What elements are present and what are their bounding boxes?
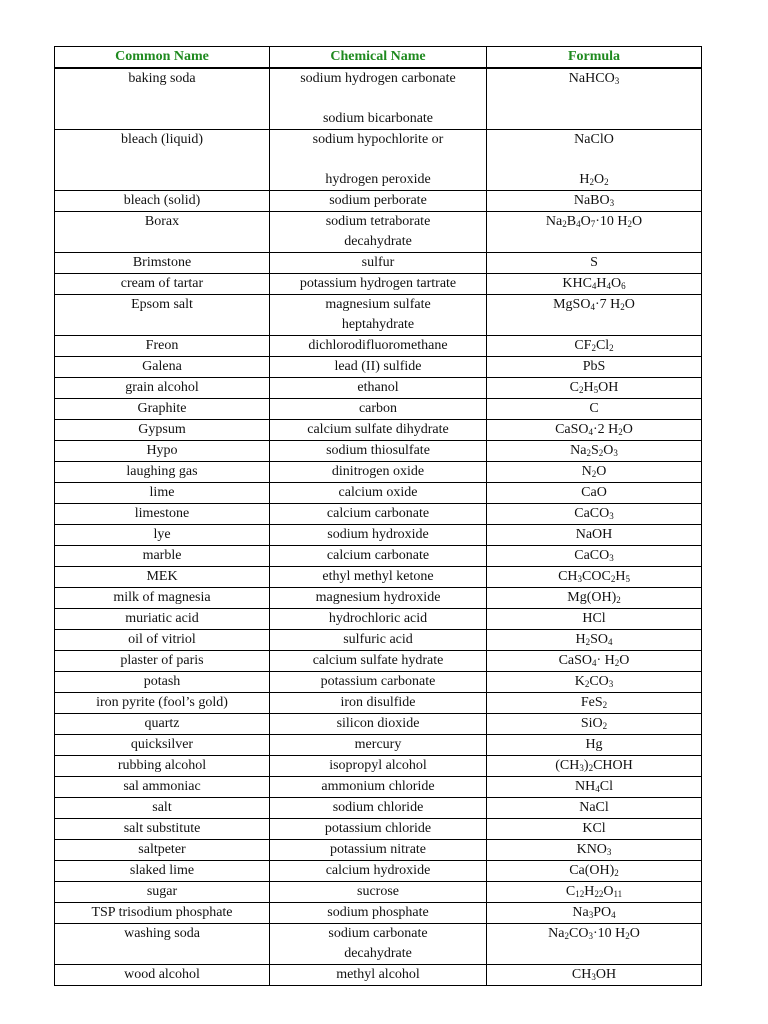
- formula-cell: [487, 693, 702, 714]
- cell-line: S: [590, 255, 598, 270]
- formula-cell: [487, 68, 702, 130]
- common-name-cell: [55, 212, 270, 253]
- cell-line: $Na_2S_2O_3$: [570, 443, 618, 458]
- formula-cell: [487, 651, 702, 672]
- common-name-cell: [55, 420, 270, 441]
- cell-line: potassium chloride: [324, 821, 432, 836]
- cell-line: sal ammoniac: [123, 779, 201, 794]
- cell-line: sodium carbonate: [328, 926, 428, 941]
- cell-line: bleach (liquid): [120, 132, 204, 147]
- cell-line: MEK: [146, 569, 178, 584]
- formula-cell: [487, 882, 702, 903]
- cell-line: MgSO$_4$·7 $H_2O$: [553, 297, 635, 312]
- common-name-cell: [55, 714, 270, 735]
- cell-line: TSP trisodium phosphate: [91, 905, 233, 920]
- cell-line: quartz: [144, 716, 180, 731]
- formula-cell: [487, 672, 702, 693]
- formula-cell: [487, 525, 702, 546]
- chemical-name-cell: [270, 924, 487, 965]
- chemical-name-cell: [270, 756, 487, 777]
- cell-line: mercury: [354, 737, 402, 752]
- cell-line: ethyl methyl ketone: [322, 569, 434, 584]
- chemical-name-cell: [270, 798, 487, 819]
- table-row: [55, 861, 702, 882]
- common-name-cell: [55, 567, 270, 588]
- table-row: [55, 735, 702, 756]
- cell-line: Hypo: [146, 443, 178, 458]
- cell-line: ethanol: [357, 380, 399, 395]
- common-name-cell: [55, 525, 270, 546]
- cell-line: oil of vitriol: [128, 632, 196, 647]
- common-name-cell: [55, 672, 270, 693]
- cell-line: NaClO: [574, 132, 614, 147]
- cell-line: calcium carbonate: [326, 548, 430, 563]
- formula-cell: [487, 798, 702, 819]
- cell-line: sulfuric acid: [343, 632, 413, 647]
- cell-line: saltpeter: [138, 842, 186, 857]
- chemical-name-cell: [270, 651, 487, 672]
- chemical-name-cell: [270, 399, 487, 420]
- common-name-cell: [55, 253, 270, 274]
- chemical-name-cell: [270, 68, 487, 130]
- table-row: [55, 777, 702, 798]
- formula-cell: [487, 630, 702, 651]
- formula-cell: [487, 295, 702, 336]
- cell-line: limestone: [134, 506, 190, 521]
- chemical-name-cell: [270, 840, 487, 861]
- cell-line: C: [589, 401, 599, 416]
- table-row: [55, 441, 702, 462]
- common-name-cell: [55, 798, 270, 819]
- chemical-name-cell: [270, 903, 487, 924]
- cell-line: $CH_3COC_2H_5$: [558, 569, 630, 584]
- table-row: [55, 336, 702, 357]
- formula-cell: [487, 735, 702, 756]
- formula-cell: [487, 399, 702, 420]
- common-name-cell: [55, 399, 270, 420]
- common-name-cell: [55, 274, 270, 295]
- common-name-cell: [55, 378, 270, 399]
- cell-line: salt substitute: [123, 821, 201, 836]
- chemical-name-cell: [270, 378, 487, 399]
- table-row: [55, 130, 702, 191]
- cell-line: potassium nitrate: [329, 842, 427, 857]
- chemical-name-cell: [270, 567, 487, 588]
- cell-line: $H_2O_2$: [579, 172, 609, 187]
- cell-line: lead (II) sulfide: [334, 359, 422, 374]
- formula-cell: [487, 588, 702, 609]
- table-row: [55, 525, 702, 546]
- cell-line: $Ca(OH)_2$: [569, 863, 619, 878]
- cell-line: sodium chloride: [332, 800, 424, 815]
- cell-line: Brimstone: [132, 255, 192, 270]
- cell-line: sodium tetraborate: [325, 214, 431, 229]
- common-name-cell: [55, 924, 270, 965]
- cell-line: sugar: [146, 884, 178, 899]
- formula-cell: [487, 965, 702, 986]
- chemical-name-cell: [270, 212, 487, 253]
- cell-line: sodium phosphate: [327, 905, 429, 920]
- cell-line: laughing gas: [126, 464, 198, 479]
- table-row: [55, 819, 702, 840]
- cell-line: decahydrate: [344, 946, 412, 961]
- formula-cell: [487, 378, 702, 399]
- cell-line: calcium hydroxide: [325, 863, 431, 878]
- chemical-names-table: [54, 46, 702, 986]
- table-row: [55, 504, 702, 525]
- table-row: [55, 651, 702, 672]
- cell-line: [272, 150, 484, 170]
- common-name-cell: [55, 651, 270, 672]
- cell-line: $N_2O$: [581, 464, 607, 479]
- cell-line: $Na_3PO_4$: [572, 905, 616, 920]
- cell-line: NaHCO$_3$: [568, 71, 620, 86]
- cell-line: calcium oxide: [338, 485, 418, 500]
- cell-line: washing soda: [124, 926, 200, 941]
- chemical-name-cell: [270, 336, 487, 357]
- formula-cell: [487, 609, 702, 630]
- header-row: [55, 47, 702, 69]
- chemical-name-cell: [270, 253, 487, 274]
- chemical-name-cell: [270, 819, 487, 840]
- formula-cell: [487, 777, 702, 798]
- table-row: [55, 924, 702, 965]
- cell-line: quicksilver: [130, 737, 194, 752]
- formula-cell: [487, 756, 702, 777]
- cell-line: $C_{12}H_{22}O_{11}$: [565, 884, 623, 899]
- cell-line: NaOH: [575, 527, 613, 542]
- formula-cell: [487, 274, 702, 295]
- chemical-name-cell: [270, 191, 487, 212]
- cell-line: calcium carbonate: [326, 506, 430, 521]
- header-chemical-name: Chemical Name: [270, 47, 487, 69]
- formula-cell: [487, 441, 702, 462]
- table-row: [55, 756, 702, 777]
- cell-line: isopropyl alcohol: [329, 758, 427, 773]
- cell-line: sodium hydrogen carbonate: [300, 71, 456, 86]
- cell-line: sodium bicarbonate: [322, 111, 434, 126]
- chemical-name-cell: [270, 295, 487, 336]
- cell-line: carbon: [358, 401, 398, 416]
- common-name-cell: [55, 462, 270, 483]
- chemical-name-cell: [270, 882, 487, 903]
- cell-line: muriatic acid: [125, 611, 199, 626]
- chemical-name-cell: [270, 546, 487, 567]
- cell-line: sucrose: [357, 884, 399, 899]
- cell-line: FeS$_2$: [580, 695, 608, 710]
- common-name-cell: [55, 882, 270, 903]
- chemical-name-cell: [270, 693, 487, 714]
- cell-line: marble: [142, 548, 182, 563]
- table-row: [55, 295, 702, 336]
- table-row: [55, 630, 702, 651]
- cell-line: sulfur: [361, 255, 395, 270]
- formula-cell: [487, 819, 702, 840]
- header-formula: Formula: [487, 47, 702, 69]
- common-name-cell: [55, 588, 270, 609]
- table-row: [55, 357, 702, 378]
- table-row: [55, 588, 702, 609]
- cell-line: cream of tartar: [120, 276, 204, 291]
- cell-line: CaSO$_4$· $H_2O$: [558, 653, 630, 668]
- formula-cell: [487, 191, 702, 212]
- cell-line: CaO: [581, 485, 607, 500]
- cell-line: milk of magnesia: [113, 590, 211, 605]
- common-name-cell: [55, 903, 270, 924]
- cell-line: baking soda: [128, 71, 196, 86]
- table-row: [55, 212, 702, 253]
- common-name-cell: [55, 861, 270, 882]
- formula-cell: [487, 462, 702, 483]
- common-name-cell: [55, 840, 270, 861]
- cell-line: Graphite: [137, 401, 187, 416]
- common-name-cell: [55, 357, 270, 378]
- formula-cell: [487, 546, 702, 567]
- common-name-cell: [55, 819, 270, 840]
- table-row: [55, 191, 702, 212]
- common-name-cell: [55, 756, 270, 777]
- common-name-cell: [55, 191, 270, 212]
- common-name-cell: [55, 546, 270, 567]
- formula-cell: [487, 130, 702, 191]
- chemical-name-cell: [270, 441, 487, 462]
- table-row: [55, 253, 702, 274]
- chemical-name-cell: [270, 483, 487, 504]
- cell-line: CaCO$_3$: [574, 506, 614, 521]
- chemical-name-cell: [270, 504, 487, 525]
- cell-line: CaCO$_3$: [574, 548, 614, 563]
- cell-line: $NH_4Cl$: [575, 779, 613, 794]
- table-row: [55, 546, 702, 567]
- cell-line: $KHC_4H_4O_6$: [562, 276, 626, 291]
- cell-line: iron disulfide: [340, 695, 416, 710]
- table-row: [55, 68, 702, 130]
- common-name-cell: [55, 130, 270, 191]
- formula-cell: [487, 420, 702, 441]
- chemical-name-cell: [270, 274, 487, 295]
- formula-cell: [487, 924, 702, 965]
- cell-line: hydrochloric acid: [328, 611, 428, 626]
- cell-line: heptahydrate: [341, 317, 415, 332]
- cell-line: iron pyrite (fool’s gold): [96, 695, 228, 710]
- formula-cell: [487, 861, 702, 882]
- cell-line: silicon dioxide: [336, 716, 420, 731]
- cell-line: sodium thiosulfate: [326, 443, 430, 458]
- chemical-name-cell: [270, 588, 487, 609]
- cell-line: Galena: [142, 359, 182, 374]
- table-row: [55, 609, 702, 630]
- cell-line: potassium hydrogen tartrate: [299, 276, 457, 291]
- cell-line: sodium perborate: [329, 193, 427, 208]
- formula-cell: [487, 714, 702, 735]
- cell-line: magnesium hydroxide: [315, 590, 441, 605]
- formula-cell: [487, 336, 702, 357]
- cell-line: calcium sulfate hydrate: [312, 653, 444, 668]
- cell-line: Gypsum: [138, 422, 186, 437]
- common-name-cell: [55, 504, 270, 525]
- common-name-cell: [55, 693, 270, 714]
- chemical-name-cell: [270, 357, 487, 378]
- cell-line: $H_2SO_4$: [575, 632, 613, 647]
- chemical-name-cell: [270, 714, 487, 735]
- cell-line: salt: [152, 800, 172, 815]
- cell-line: HCl: [582, 611, 606, 626]
- chemical-name-cell: [270, 420, 487, 441]
- common-name-cell: [55, 965, 270, 986]
- table-row: [55, 693, 702, 714]
- cell-line: [489, 150, 699, 170]
- cell-line: magnesium sulfate: [325, 297, 431, 312]
- chemical-name-cell: [270, 462, 487, 483]
- table-row: [55, 672, 702, 693]
- cell-line: decahydrate: [344, 234, 412, 249]
- chemical-name-cell: [270, 861, 487, 882]
- cell-line: $Na_2CO_3\cdot 10$ $H_2O$: [548, 926, 640, 941]
- cell-line: $C_2H_5OH$: [569, 380, 619, 395]
- cell-line: dinitrogen oxide: [331, 464, 425, 479]
- common-name-cell: [55, 68, 270, 130]
- common-name-cell: [55, 630, 270, 651]
- cell-line: potassium carbonate: [320, 674, 436, 689]
- common-name-cell: [55, 295, 270, 336]
- cell-line: Borax: [144, 214, 180, 229]
- formula-cell: [487, 567, 702, 588]
- cell-line: CaSO$_4$·2 $H_2O$: [555, 422, 633, 437]
- cell-line: KCl: [582, 821, 606, 836]
- cell-line: wood alcohol: [124, 967, 200, 982]
- table-row: [55, 714, 702, 735]
- table-row: [55, 483, 702, 504]
- formula-cell: [487, 504, 702, 525]
- cell-line: sodium hydroxide: [327, 527, 429, 542]
- formula-cell: [487, 357, 702, 378]
- table-row: [55, 274, 702, 295]
- table-row: [55, 965, 702, 986]
- chemical-name-cell: [270, 630, 487, 651]
- cell-line: PbS: [582, 359, 606, 374]
- formula-cell: [487, 903, 702, 924]
- common-name-cell: [55, 609, 270, 630]
- cell-line: rubbing alcohol: [117, 758, 207, 773]
- cell-line: bleach (solid): [123, 193, 201, 208]
- formula-cell: [487, 840, 702, 861]
- cell-line: $K_2CO_3$: [574, 674, 614, 689]
- cell-line: potash: [143, 674, 181, 689]
- cell-line: dichlorodifluoromethane: [308, 338, 448, 353]
- cell-line: Freon: [145, 338, 179, 353]
- cell-line: grain alcohol: [125, 380, 199, 395]
- table-row: [55, 903, 702, 924]
- cell-line: slaked lime: [129, 863, 195, 878]
- table-row: [55, 378, 702, 399]
- cell-line: lime: [149, 485, 175, 500]
- chemical-name-cell: [270, 777, 487, 798]
- table-row: [55, 399, 702, 420]
- table-row: [55, 567, 702, 588]
- cell-line: $Mg(OH)_2$: [567, 590, 621, 605]
- cell-line: ammonium chloride: [321, 779, 435, 794]
- table-row: [55, 798, 702, 819]
- common-name-cell: [55, 441, 270, 462]
- cell-line: hydrogen peroxide: [325, 172, 431, 187]
- chemical-name-cell: [270, 735, 487, 756]
- cell-line: SiO$_2$: [580, 716, 608, 731]
- cell-line: Hg: [585, 737, 603, 752]
- chemical-name-cell: [270, 525, 487, 546]
- table-body: [55, 68, 702, 986]
- cell-line: NaBO$_3$: [573, 193, 615, 208]
- cell-line: sodium hypochlorite or: [312, 132, 444, 147]
- table-row: [55, 420, 702, 441]
- cell-line: plaster of paris: [120, 653, 204, 668]
- cell-line: calcium sulfate dihydrate: [307, 422, 449, 437]
- chemical-name-cell: [270, 672, 487, 693]
- formula-cell: [487, 212, 702, 253]
- table-row: [55, 462, 702, 483]
- cell-line: methyl alcohol: [336, 967, 420, 982]
- chemical-name-cell: [270, 130, 487, 191]
- formula-cell: [487, 483, 702, 504]
- chemical-name-cell: [270, 609, 487, 630]
- cell-line: lye: [153, 527, 171, 542]
- cell-line: $CH_3OH$: [571, 967, 617, 982]
- formula-cell: [487, 253, 702, 274]
- common-name-cell: [55, 777, 270, 798]
- common-name-cell: [55, 735, 270, 756]
- cell-line: $CF_2Cl_2$: [574, 338, 614, 353]
- common-name-cell: [55, 483, 270, 504]
- chemical-name-cell: [270, 965, 487, 986]
- cell-line: $KNO_3$: [576, 842, 612, 857]
- cell-line: $(CH_3)_2CHOH$: [555, 758, 633, 773]
- table-row: [55, 840, 702, 861]
- common-name-cell: [55, 336, 270, 357]
- header-common-name: Common Name: [55, 47, 270, 69]
- cell-line: Epsom salt: [131, 297, 193, 312]
- cell-line: NaCl: [579, 800, 609, 815]
- cell-line: [272, 89, 484, 109]
- cell-line: $Na_2B_4O_7\cdot 10$ $H_2O$: [545, 214, 643, 229]
- table-row: [55, 882, 702, 903]
